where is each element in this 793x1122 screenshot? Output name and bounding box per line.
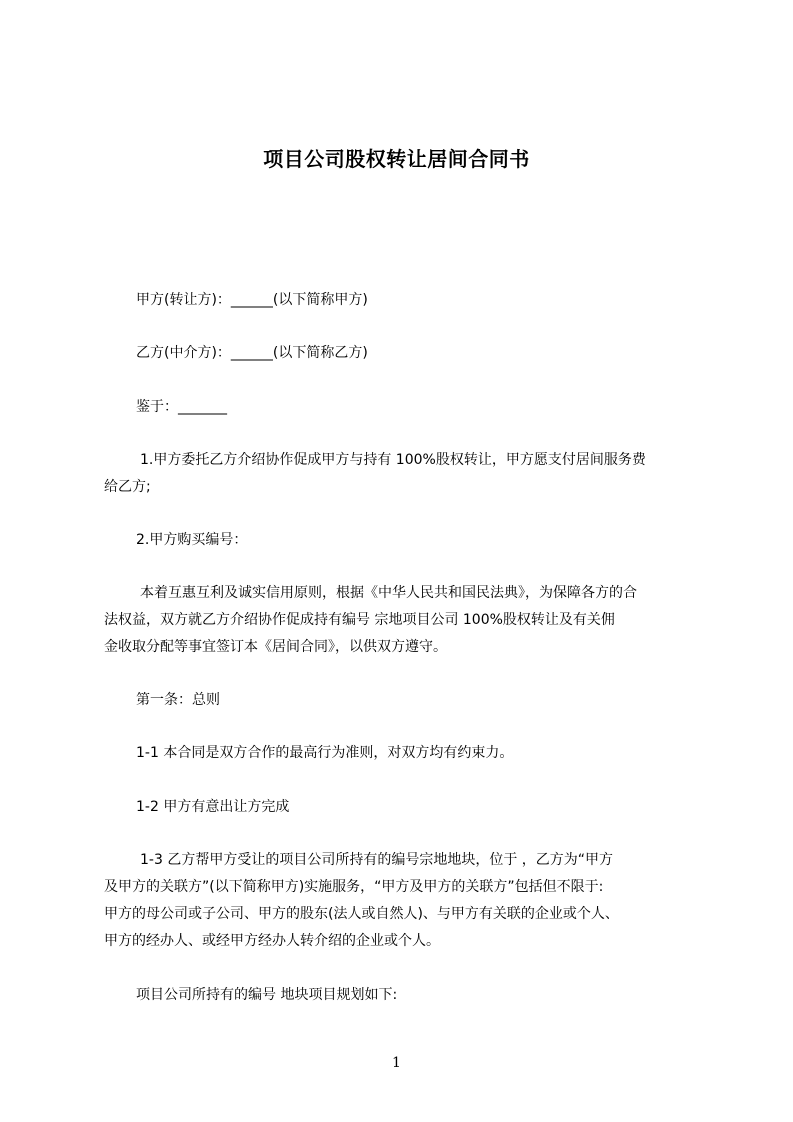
clause-1-3-line3: 甲方的母公司或子公司、甲方的股东(法人或自然人)、与甲方有关联的企业或个人、	[104, 906, 619, 922]
whereas-line: 鉴于：_______	[136, 399, 227, 415]
clause-1-3-line2: 及甲方的关联方”(以下简称甲方)实施服务，“甲方及甲方的关联方”包括但不限于:	[104, 879, 604, 895]
item1-line1: 1.甲方委托乙方介绍协作促成甲方与持有 100%股权转让，甲方愿支付居间服务费	[140, 452, 646, 468]
planning-intro: 项目公司所持有的编号 地块项目规划如下:	[136, 987, 398, 1003]
clause-1-3-line1: 1-3 乙方帮甲方受让的项目公司所持有的编号宗地地块，位于 ，乙方为“甲方	[140, 852, 614, 868]
preamble-line3: 金收取分配等事宜签订本《居间合同》，以供双方遵守。	[104, 639, 447, 655]
clause-1-2: 1-2 甲方有意出让方完成	[136, 799, 290, 815]
party-a-line: 甲方(转让方)：______(以下简称甲方)	[136, 292, 368, 308]
item1-line2: 给乙方;	[104, 479, 151, 495]
item2-line: 2.甲方购买编号：	[136, 532, 248, 548]
document-title: 项目公司股权转让居间合同书	[263, 147, 530, 171]
clause-1-3-line4: 甲方的经办人、或经甲方经办人转介绍的企业或个人。	[104, 933, 440, 949]
party-b-line: 乙方(中介方)：______(以下简称乙方)	[136, 345, 368, 361]
preamble-line1: 本着互惠互利及诚实信用原则，根据《中华人民共和国民法典》，为保障各方的合	[140, 585, 637, 601]
preamble-line2: 法权益，双方就乙方介绍协作促成持有编号 宗地项目公司 100%股权转让及有关佣	[104, 612, 615, 628]
page-number: 1	[392, 1055, 401, 1071]
article1-heading: 第一条：总则	[136, 692, 220, 708]
clause-1-1: 1-1 本合同是双方合作的最高行为准则，对双方均有约束力。	[136, 745, 514, 761]
